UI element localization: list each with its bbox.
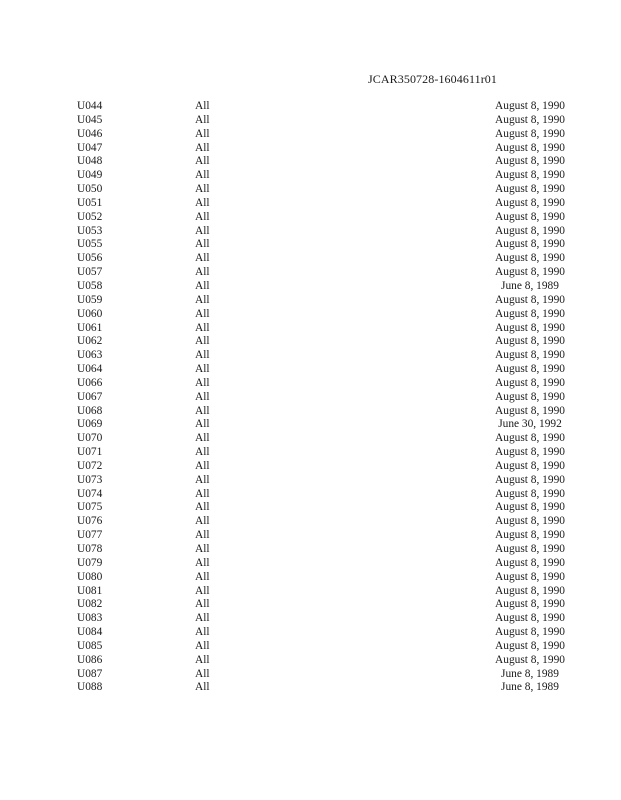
applicability-cell: All xyxy=(195,418,210,431)
applicability-cell: All xyxy=(195,653,210,666)
effective-date-cell: August 8, 1990 xyxy=(495,169,565,182)
effective-date-cell: June 8, 1989 xyxy=(501,279,559,292)
applicability-cell: All xyxy=(195,598,210,611)
table-row xyxy=(0,474,621,488)
effective-date-cell: June 8, 1989 xyxy=(501,681,559,694)
effective-date-cell: August 8, 1990 xyxy=(495,473,565,486)
waste-code-cell: U053 xyxy=(77,224,103,237)
table-row xyxy=(0,128,621,142)
applicability-cell: All xyxy=(195,626,210,639)
waste-code-cell: U050 xyxy=(77,183,103,196)
table-row xyxy=(0,432,621,446)
effective-date-cell: August 8, 1990 xyxy=(495,556,565,569)
applicability-cell: All xyxy=(195,100,210,112)
effective-date-cell: August 8, 1990 xyxy=(495,446,565,459)
effective-date-cell: August 8, 1990 xyxy=(495,196,565,209)
applicability-cell: All xyxy=(195,529,210,542)
table-row xyxy=(0,155,621,169)
applicability-cell: All xyxy=(195,473,210,486)
table-row xyxy=(0,349,621,363)
applicability-cell: All xyxy=(195,238,210,251)
effective-date-cell: August 8, 1990 xyxy=(495,529,565,542)
table-row xyxy=(0,681,621,695)
effective-date-cell: August 8, 1990 xyxy=(495,238,565,251)
waste-code-cell: U070 xyxy=(77,432,103,445)
applicability-cell: All xyxy=(195,335,210,348)
applicability-cell: All xyxy=(195,639,210,652)
table-row xyxy=(0,529,621,543)
effective-date-cell: August 8, 1990 xyxy=(495,432,565,445)
effective-date-cell: August 8, 1990 xyxy=(495,639,565,652)
table-row xyxy=(0,418,621,432)
effective-date-cell: August 8, 1990 xyxy=(495,155,565,168)
table-row xyxy=(0,668,621,682)
table-row xyxy=(0,183,621,197)
waste-code-cell: U062 xyxy=(77,335,103,348)
effective-date-cell: August 8, 1990 xyxy=(495,224,565,237)
waste-code-cell: U055 xyxy=(77,238,103,251)
table-row xyxy=(0,308,621,322)
waste-code-cell: U075 xyxy=(77,501,103,514)
applicability-cell: All xyxy=(195,252,210,265)
table-row xyxy=(0,585,621,599)
waste-code-cell: U064 xyxy=(77,363,103,376)
applicability-cell: All xyxy=(195,667,210,680)
table-row xyxy=(0,335,621,349)
waste-code-cell: U061 xyxy=(77,321,103,334)
effective-date-cell: August 8, 1990 xyxy=(495,515,565,528)
effective-date-cell: August 8, 1990 xyxy=(495,501,565,514)
effective-date-cell: August 8, 1990 xyxy=(495,584,565,597)
applicability-cell: All xyxy=(195,612,210,625)
applicability-cell: All xyxy=(195,224,210,237)
table-row xyxy=(0,169,621,183)
effective-date-cell: August 8, 1990 xyxy=(495,113,565,126)
table-row xyxy=(0,322,621,336)
table-row xyxy=(0,100,621,114)
applicability-cell: All xyxy=(195,515,210,528)
applicability-cell: All xyxy=(195,279,210,292)
applicability-cell: All xyxy=(195,487,210,500)
table-row xyxy=(0,571,621,585)
applicability-cell: All xyxy=(195,196,210,209)
effective-date-cell: August 8, 1990 xyxy=(495,266,565,279)
applicability-cell: All xyxy=(195,390,210,403)
applicability-cell: All xyxy=(195,376,210,389)
table-row xyxy=(0,557,621,571)
effective-date-cell: August 8, 1990 xyxy=(495,598,565,611)
table-row xyxy=(0,114,621,128)
waste-code-cell: U071 xyxy=(77,446,103,459)
applicability-cell: All xyxy=(195,307,210,320)
waste-code-cell: U084 xyxy=(77,626,103,639)
waste-code-cell: U058 xyxy=(77,279,103,292)
effective-date-cell: August 8, 1990 xyxy=(495,570,565,583)
effective-date-cell: August 8, 1990 xyxy=(495,183,565,196)
waste-code-cell: U066 xyxy=(77,376,103,389)
effective-date-cell: August 8, 1990 xyxy=(495,335,565,348)
table-row xyxy=(0,626,621,640)
waste-code-cell: U068 xyxy=(77,404,103,417)
waste-code-cell: U088 xyxy=(77,681,103,694)
waste-code-cell: U086 xyxy=(77,653,103,666)
applicability-cell: All xyxy=(195,681,210,694)
waste-code-cell: U080 xyxy=(77,570,103,583)
table-row xyxy=(0,211,621,225)
effective-date-cell: August 8, 1990 xyxy=(495,612,565,625)
effective-date-cell: June 8, 1989 xyxy=(501,667,559,680)
waste-code-cell: U079 xyxy=(77,556,103,569)
effective-date-cell: August 8, 1990 xyxy=(495,127,565,140)
applicability-cell: All xyxy=(195,556,210,569)
table-row xyxy=(0,363,621,377)
table-row xyxy=(0,252,621,266)
table-row xyxy=(0,377,621,391)
waste-code-cell: U048 xyxy=(77,155,103,168)
waste-code-table xyxy=(0,100,621,695)
applicability-cell: All xyxy=(195,183,210,196)
waste-code-cell: U072 xyxy=(77,459,103,472)
effective-date-cell: August 8, 1990 xyxy=(495,100,565,112)
effective-date-cell: August 8, 1990 xyxy=(495,390,565,403)
waste-code-cell: U085 xyxy=(77,639,103,652)
table-row xyxy=(0,294,621,308)
table-row xyxy=(0,460,621,474)
table-row xyxy=(0,225,621,239)
table-row xyxy=(0,280,621,294)
waste-code-cell: U076 xyxy=(77,515,103,528)
applicability-cell: All xyxy=(195,432,210,445)
applicability-cell: All xyxy=(195,169,210,182)
waste-code-cell: U063 xyxy=(77,349,103,362)
effective-date-cell: August 8, 1990 xyxy=(495,626,565,639)
waste-code-cell: U073 xyxy=(77,473,103,486)
waste-code-cell: U052 xyxy=(77,210,103,223)
waste-code-cell: U077 xyxy=(77,529,103,542)
table-row xyxy=(0,612,621,626)
effective-date-cell: August 8, 1990 xyxy=(495,307,565,320)
effective-date-cell: August 8, 1990 xyxy=(495,404,565,417)
waste-code-cell: U059 xyxy=(77,293,103,306)
table-row xyxy=(0,238,621,252)
applicability-cell: All xyxy=(195,266,210,279)
applicability-cell: All xyxy=(195,293,210,306)
table-row xyxy=(0,142,621,156)
table-row xyxy=(0,501,621,515)
applicability-cell: All xyxy=(195,127,210,140)
table-row xyxy=(0,543,621,557)
applicability-cell: All xyxy=(195,363,210,376)
effective-date-cell: August 8, 1990 xyxy=(495,141,565,154)
effective-date-cell: August 8, 1990 xyxy=(495,543,565,555)
applicability-cell: All xyxy=(195,210,210,223)
table-row xyxy=(0,515,621,529)
waste-code-cell: U081 xyxy=(77,584,103,597)
applicability-cell: All xyxy=(195,404,210,417)
waste-code-cell: U074 xyxy=(77,487,103,500)
waste-code-cell: U060 xyxy=(77,307,103,320)
table-row xyxy=(0,446,621,460)
applicability-cell: All xyxy=(195,113,210,126)
waste-code-cell: U047 xyxy=(77,141,103,154)
applicability-cell: All xyxy=(195,584,210,597)
effective-date-cell: August 8, 1990 xyxy=(495,321,565,334)
waste-code-cell: U046 xyxy=(77,127,103,140)
waste-code-cell: U078 xyxy=(77,543,103,555)
waste-code-cell: U044 xyxy=(77,100,103,112)
table-row xyxy=(0,197,621,211)
table-row xyxy=(0,640,621,654)
effective-date-cell: August 8, 1990 xyxy=(495,210,565,223)
waste-code-cell: U056 xyxy=(77,252,103,265)
applicability-cell: All xyxy=(195,155,210,168)
waste-code-cell: U069 xyxy=(77,418,103,431)
waste-code-cell: U051 xyxy=(77,196,103,209)
waste-code-cell: U083 xyxy=(77,612,103,625)
effective-date-cell: August 8, 1990 xyxy=(495,293,565,306)
applicability-cell: All xyxy=(195,501,210,514)
effective-date-cell: August 8, 1990 xyxy=(495,376,565,389)
effective-date-cell: August 8, 1990 xyxy=(495,459,565,472)
waste-code-cell: U067 xyxy=(77,390,103,403)
table-row xyxy=(0,391,621,405)
applicability-cell: All xyxy=(195,141,210,154)
effective-date-cell: August 8, 1990 xyxy=(495,487,565,500)
waste-code-cell: U045 xyxy=(77,113,103,126)
applicability-cell: All xyxy=(195,349,210,362)
waste-code-cell: U049 xyxy=(77,169,103,182)
waste-code-cell: U087 xyxy=(77,667,103,680)
effective-date-cell: August 8, 1990 xyxy=(495,252,565,265)
waste-code-cell: U082 xyxy=(77,598,103,611)
effective-date-cell: June 30, 1992 xyxy=(498,418,562,431)
applicability-cell: All xyxy=(195,570,210,583)
table-row xyxy=(0,654,621,668)
applicability-cell: All xyxy=(195,459,210,472)
applicability-cell: All xyxy=(195,543,210,555)
table-row xyxy=(0,266,621,280)
applicability-cell: All xyxy=(195,446,210,459)
table-row xyxy=(0,488,621,502)
table-row xyxy=(0,405,621,419)
effective-date-cell: August 8, 1990 xyxy=(495,653,565,666)
applicability-cell: All xyxy=(195,321,210,334)
effective-date-cell: August 8, 1990 xyxy=(495,363,565,376)
waste-code-cell: U057 xyxy=(77,266,103,279)
document-id: JCAR350728-1604611r01 xyxy=(368,72,497,86)
table-row xyxy=(0,598,621,612)
effective-date-cell: August 8, 1990 xyxy=(495,349,565,362)
